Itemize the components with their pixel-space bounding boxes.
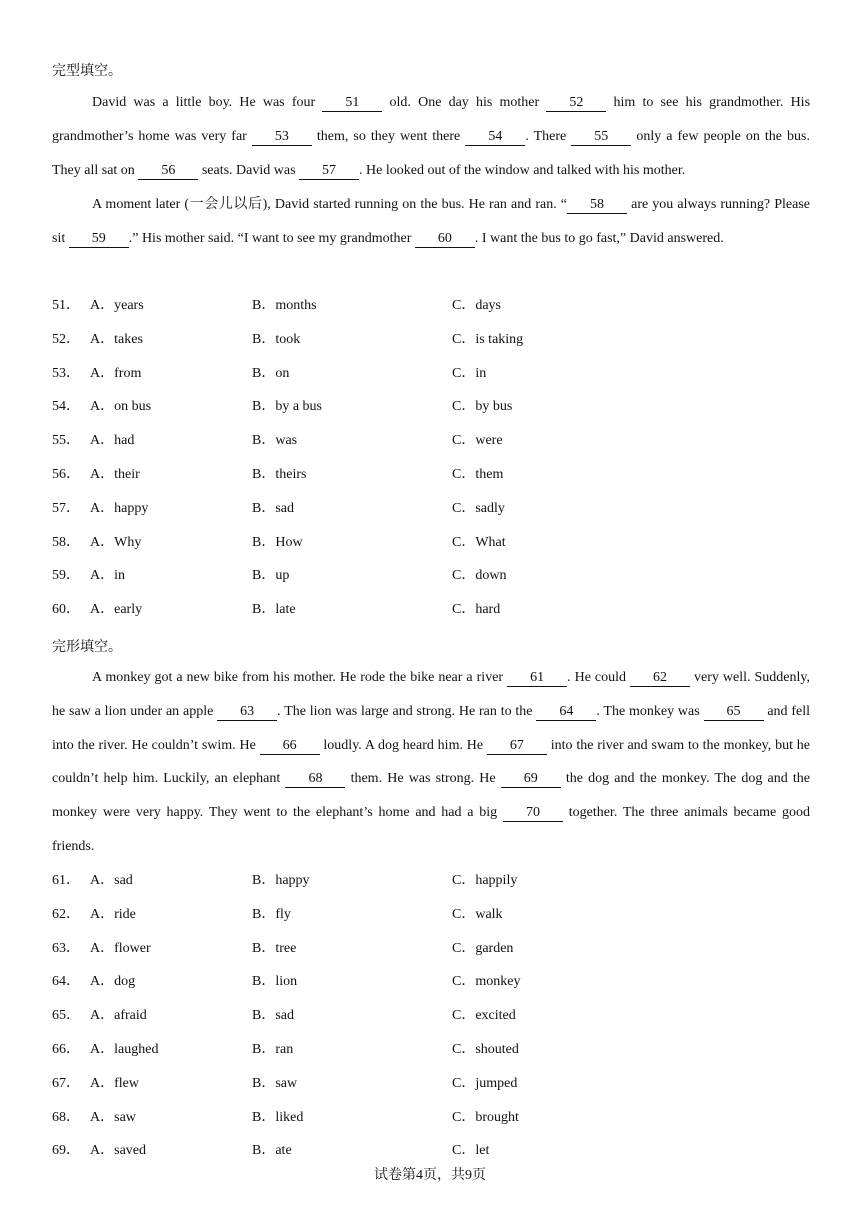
question-number: 61． xyxy=(52,873,80,888)
option-c[interactable] xyxy=(452,1067,517,1101)
answer-blank-53[interactable]: 53 xyxy=(252,129,312,146)
option-text: early xyxy=(114,602,143,618)
paragraph-text: David was a little boy. He was four xyxy=(92,95,323,110)
paragraph-text: into the river and swam to the monkey, but he couldn’t help him. Luckily, an elephant xyxy=(52,737,810,787)
option-b[interactable] xyxy=(252,526,303,560)
paragraph-text: .” His mother said. “I want to see my grandmother xyxy=(128,230,415,246)
option-letter: B． xyxy=(252,534,276,550)
option-letter: A． xyxy=(90,298,115,313)
option-c[interactable] xyxy=(452,390,512,424)
option-letter: A． xyxy=(90,940,115,956)
question-number: 65． xyxy=(52,1008,80,1024)
option-text: by a bus xyxy=(275,399,323,415)
option-letter: B． xyxy=(252,974,276,990)
question-number: 58． xyxy=(52,534,80,550)
answer-blank-55[interactable]: 55 xyxy=(571,129,631,146)
question-row xyxy=(52,965,810,999)
option-letter: B． xyxy=(252,1008,276,1024)
option-text: up xyxy=(275,568,290,584)
option-text: excited xyxy=(475,1008,516,1024)
question-row xyxy=(52,864,810,898)
option-letter: C． xyxy=(452,940,476,956)
option-a[interactable] xyxy=(90,390,151,424)
question-row xyxy=(52,1101,810,1135)
answer-blank-63[interactable]: 63 xyxy=(217,704,277,721)
option-b[interactable] xyxy=(252,492,294,526)
question-row xyxy=(52,390,810,424)
question-row xyxy=(52,357,810,391)
question-number: 63． xyxy=(52,940,80,956)
question-number: 67． xyxy=(52,1075,80,1091)
option-a[interactable] xyxy=(90,424,134,458)
option-text: ride xyxy=(114,906,136,922)
question-row xyxy=(52,1033,810,1067)
option-c[interactable] xyxy=(452,357,486,391)
paragraph-text: and fell into the river. He couldn’t swim. He xyxy=(52,703,811,753)
paragraph-text: them, so they went there xyxy=(311,128,466,144)
option-letter: B． xyxy=(252,1143,276,1159)
option-letter: B． xyxy=(252,873,276,888)
option-b[interactable] xyxy=(252,965,297,999)
option-letter: C． xyxy=(452,1041,476,1057)
option-letter: B． xyxy=(252,365,276,381)
option-a[interactable] xyxy=(90,323,143,357)
paragraph-text: only a few people on the bus. They all sat on xyxy=(52,128,810,178)
question-number: 64． xyxy=(52,974,80,990)
option-text: jumped xyxy=(475,1075,518,1091)
option-letter: C． xyxy=(452,1143,476,1159)
section1-paragraph-2 xyxy=(52,188,810,256)
answer-blank-66[interactable]: 66 xyxy=(260,738,320,755)
option-text: happy xyxy=(275,873,310,888)
option-letter: A． xyxy=(90,568,115,584)
option-letter: B． xyxy=(252,399,276,415)
option-text: had xyxy=(114,433,135,449)
option-text: Why xyxy=(114,534,142,550)
option-b[interactable] xyxy=(252,898,291,932)
option-a[interactable] xyxy=(90,526,141,560)
paragraph-text: seats. David was xyxy=(198,162,300,178)
option-letter: B． xyxy=(252,1075,276,1091)
option-letter: A． xyxy=(90,500,115,516)
option-c[interactable] xyxy=(452,1033,519,1067)
option-letter: C． xyxy=(452,534,476,550)
answer-blank-70[interactable]: 70 xyxy=(503,805,563,822)
option-text: laughed xyxy=(114,1041,159,1057)
option-c[interactable] xyxy=(452,289,501,323)
option-text: happily xyxy=(475,873,518,888)
option-letter: C． xyxy=(452,568,476,584)
option-text: ate xyxy=(275,1143,292,1159)
option-letter: A． xyxy=(90,873,115,888)
option-b[interactable] xyxy=(252,289,317,323)
option-text: hard xyxy=(475,602,501,618)
paragraph-text: the dog and the monkey. The dog and the monkey were very happy. They went to the elephant’s home and had a big xyxy=(52,771,810,821)
option-text: months xyxy=(275,298,317,313)
paragraph-text: . The monkey was xyxy=(596,703,704,719)
option-a[interactable] xyxy=(90,289,144,323)
section1-options xyxy=(52,289,810,627)
option-text: walk xyxy=(475,906,503,922)
option-text: on xyxy=(275,365,290,381)
question-number: 57． xyxy=(52,500,80,516)
option-text: How xyxy=(275,534,303,550)
page-footer: 试卷第4页，共9页 xyxy=(374,1168,486,1183)
option-letter: C． xyxy=(452,906,476,922)
option-b[interactable] xyxy=(252,999,294,1033)
option-text: years xyxy=(114,298,144,313)
answer-blank-60[interactable]: 60 xyxy=(415,231,475,248)
option-text: monkey xyxy=(475,974,521,990)
question-number: 59． xyxy=(52,568,80,584)
paragraph-text: . There xyxy=(525,128,572,144)
option-text: shouted xyxy=(475,1041,519,1057)
option-c[interactable] xyxy=(452,492,505,526)
option-letter: C． xyxy=(452,1075,476,1091)
option-b[interactable] xyxy=(252,323,300,357)
question-number: 56． xyxy=(52,466,80,482)
option-text: tree xyxy=(275,940,297,956)
option-text: saw xyxy=(275,1075,298,1091)
option-letter: A． xyxy=(90,1041,115,1057)
option-letter: B． xyxy=(252,331,276,347)
paragraph-text: . I want the bus to go fast,” David answered. xyxy=(474,230,724,246)
option-c[interactable] xyxy=(452,559,506,593)
option-a[interactable] xyxy=(90,999,147,1033)
option-b[interactable] xyxy=(252,593,296,627)
option-text: sad xyxy=(114,873,133,888)
option-letter: A． xyxy=(90,1008,115,1024)
option-c[interactable] xyxy=(452,526,506,560)
question-number: 69． xyxy=(52,1143,80,1159)
option-text: What xyxy=(475,534,506,550)
option-letter: A． xyxy=(90,1143,115,1159)
option-text: sadly xyxy=(475,500,505,516)
option-b[interactable] xyxy=(252,1101,303,1135)
question-row xyxy=(52,559,810,593)
option-b[interactable] xyxy=(252,864,310,898)
option-text: garden xyxy=(475,940,514,956)
option-letter: A． xyxy=(90,466,115,482)
option-letter: C． xyxy=(452,365,476,381)
paragraph-text: very well. Suddenly, he saw a lion under an apple xyxy=(52,670,810,719)
question-number: 62． xyxy=(52,906,80,922)
paragraph-text: . He looked out of the window and talked with his mother. xyxy=(359,162,686,178)
option-text: on bus xyxy=(114,399,152,415)
question-row xyxy=(52,458,810,492)
option-letter: C． xyxy=(452,433,476,449)
option-text: late xyxy=(275,602,296,618)
option-text: is taking xyxy=(475,331,524,347)
question-number: 55． xyxy=(52,433,80,449)
section2-options xyxy=(52,864,810,1168)
option-letter: C． xyxy=(452,974,476,990)
option-c[interactable] xyxy=(452,458,503,492)
question-row xyxy=(52,424,810,458)
option-text: days xyxy=(475,298,502,313)
option-text: sad xyxy=(275,500,295,516)
option-c[interactable] xyxy=(452,999,516,1033)
option-letter: A． xyxy=(90,433,115,449)
option-c[interactable] xyxy=(452,1101,519,1135)
option-text: saved xyxy=(114,1143,147,1159)
answer-blank-61[interactable]: 61 xyxy=(507,670,567,687)
option-text: in xyxy=(114,568,126,584)
option-letter: C． xyxy=(452,331,476,347)
option-c[interactable] xyxy=(452,864,517,898)
option-text: afraid xyxy=(114,1008,147,1024)
answer-blank-68[interactable]: 68 xyxy=(285,771,345,788)
question-number: 68． xyxy=(52,1109,80,1125)
option-letter: A． xyxy=(90,906,115,922)
option-b[interactable] xyxy=(252,1067,297,1101)
option-b[interactable] xyxy=(252,424,297,458)
option-letter: B． xyxy=(252,602,276,618)
question-row xyxy=(52,526,810,560)
option-letter: A． xyxy=(90,1109,115,1125)
option-letter: C． xyxy=(452,1008,476,1024)
answer-blank-54[interactable]: 54 xyxy=(465,129,525,146)
option-text: dog xyxy=(114,974,136,990)
option-c[interactable] xyxy=(452,965,520,999)
option-text: let xyxy=(475,1143,490,1159)
option-text: their xyxy=(114,466,140,482)
section1-paragraph-1 xyxy=(52,86,810,187)
option-text: took xyxy=(275,331,301,347)
question-row xyxy=(52,1067,810,1101)
answer-blank-52[interactable]: 52 xyxy=(546,95,606,112)
option-a[interactable] xyxy=(90,357,141,391)
option-text: saw xyxy=(114,1109,136,1125)
question-number: 53． xyxy=(52,365,80,381)
option-text: happy xyxy=(114,500,149,516)
question-row xyxy=(52,492,810,526)
option-b[interactable] xyxy=(252,559,289,593)
option-letter: B． xyxy=(252,500,276,516)
answer-blank-69[interactable]: 69 xyxy=(501,771,561,788)
paragraph-text: A moment later (一会儿以后), David started running on the bus. He ran and ran. “ xyxy=(92,197,568,212)
option-text: brought xyxy=(475,1109,519,1125)
option-a[interactable] xyxy=(90,458,140,492)
paragraph-text: loudly. A dog heard him. He xyxy=(319,737,487,753)
option-letter: A． xyxy=(90,974,115,990)
option-text: them xyxy=(475,466,504,482)
option-letter: C． xyxy=(452,466,476,482)
question-row xyxy=(52,323,810,357)
option-letter: A． xyxy=(90,602,115,618)
option-letter: B． xyxy=(252,906,276,922)
answer-blank-64[interactable]: 64 xyxy=(536,704,596,721)
option-c[interactable] xyxy=(452,898,503,932)
option-text: was xyxy=(275,433,298,449)
answer-blank-59[interactable]: 59 xyxy=(69,231,129,248)
question-number: 54． xyxy=(52,399,80,415)
question-row xyxy=(52,999,810,1033)
option-a[interactable] xyxy=(90,898,136,932)
question-row xyxy=(52,593,810,627)
section2-paragraph-1 xyxy=(52,661,810,864)
option-a[interactable] xyxy=(90,932,151,966)
option-b[interactable] xyxy=(252,932,296,966)
question-number: 51． xyxy=(52,298,80,313)
option-text: by bus xyxy=(475,399,513,415)
option-a[interactable] xyxy=(90,1033,158,1067)
option-text: flew xyxy=(114,1075,140,1091)
answer-blank-67[interactable]: 67 xyxy=(487,738,547,755)
question-number: 66． xyxy=(52,1041,80,1057)
section2-heading: 完形填空。 xyxy=(52,640,122,655)
option-b[interactable] xyxy=(252,357,289,391)
question-number: 52． xyxy=(52,331,80,347)
option-a[interactable] xyxy=(90,559,125,593)
option-letter: A． xyxy=(90,365,115,381)
option-letter: B． xyxy=(252,466,276,482)
option-letter: B． xyxy=(252,940,276,956)
option-c[interactable] xyxy=(452,323,523,357)
option-a[interactable] xyxy=(90,492,148,526)
option-c[interactable] xyxy=(452,593,500,627)
option-a[interactable] xyxy=(90,864,133,898)
option-letter: C． xyxy=(452,873,476,888)
answer-blank-65[interactable]: 65 xyxy=(704,704,764,721)
option-a[interactable] xyxy=(90,593,142,627)
option-text: sad xyxy=(275,1008,295,1024)
option-c[interactable] xyxy=(452,424,503,458)
option-text: theirs xyxy=(275,466,307,482)
paragraph-text: them. He was strong. He xyxy=(345,771,501,787)
option-b[interactable] xyxy=(252,458,306,492)
option-text: down xyxy=(475,568,507,584)
paragraph-text: are you always running? Please sit xyxy=(52,197,811,246)
paragraph-text: . He could xyxy=(567,670,631,685)
paragraph-text: him to see his grandmother. His grandmother’s home was very far xyxy=(52,95,811,144)
section1-heading: 完型填空。 xyxy=(52,64,122,79)
answer-blank-62[interactable]: 62 xyxy=(630,670,690,687)
answer-blank-58[interactable]: 58 xyxy=(567,197,627,214)
option-b[interactable] xyxy=(252,390,322,424)
option-letter: C． xyxy=(452,500,476,516)
option-letter: B． xyxy=(252,1041,276,1057)
option-letter: B． xyxy=(252,1109,276,1125)
answer-blank-51[interactable]: 51 xyxy=(322,95,382,112)
option-text: from xyxy=(114,365,142,381)
paragraph-text: . The lion was large and strong. He ran to the xyxy=(277,703,537,719)
option-text: were xyxy=(475,433,503,449)
option-letter: C． xyxy=(452,1109,476,1125)
option-b[interactable] xyxy=(252,1033,293,1067)
paragraph-text: A monkey got a new bike from his mother. He rode the bike near a river xyxy=(92,670,508,685)
paragraph-text: together. The three animals became good friends. xyxy=(52,805,810,854)
option-letter: B． xyxy=(252,433,276,449)
option-letter: B． xyxy=(252,568,276,584)
paragraph-text: old. One day his mother xyxy=(382,95,547,110)
option-letter: C． xyxy=(452,298,476,313)
option-letter: A． xyxy=(90,331,115,347)
option-text: flower xyxy=(114,940,151,956)
question-row xyxy=(52,289,810,323)
option-text: lion xyxy=(275,974,298,990)
option-text: in xyxy=(475,365,487,381)
question-row xyxy=(52,898,810,932)
option-letter: A． xyxy=(90,1075,115,1091)
option-text: takes xyxy=(114,331,143,347)
option-text: liked xyxy=(275,1109,304,1125)
answer-blank-56[interactable]: 56 xyxy=(138,163,198,180)
answer-blank-57[interactable]: 57 xyxy=(299,163,359,180)
option-letter: B． xyxy=(252,298,276,313)
option-letter: C． xyxy=(452,602,476,618)
option-a[interactable] xyxy=(90,965,135,999)
option-letter: C． xyxy=(452,399,476,415)
question-number: 60． xyxy=(52,602,80,618)
option-a[interactable] xyxy=(90,1101,136,1135)
option-text: fly xyxy=(275,906,291,922)
option-letter: A． xyxy=(90,399,115,415)
option-text: ran xyxy=(275,1041,294,1057)
question-row xyxy=(52,932,810,966)
option-c[interactable] xyxy=(452,932,513,966)
option-letter: A． xyxy=(90,534,115,550)
option-a[interactable] xyxy=(90,1067,139,1101)
